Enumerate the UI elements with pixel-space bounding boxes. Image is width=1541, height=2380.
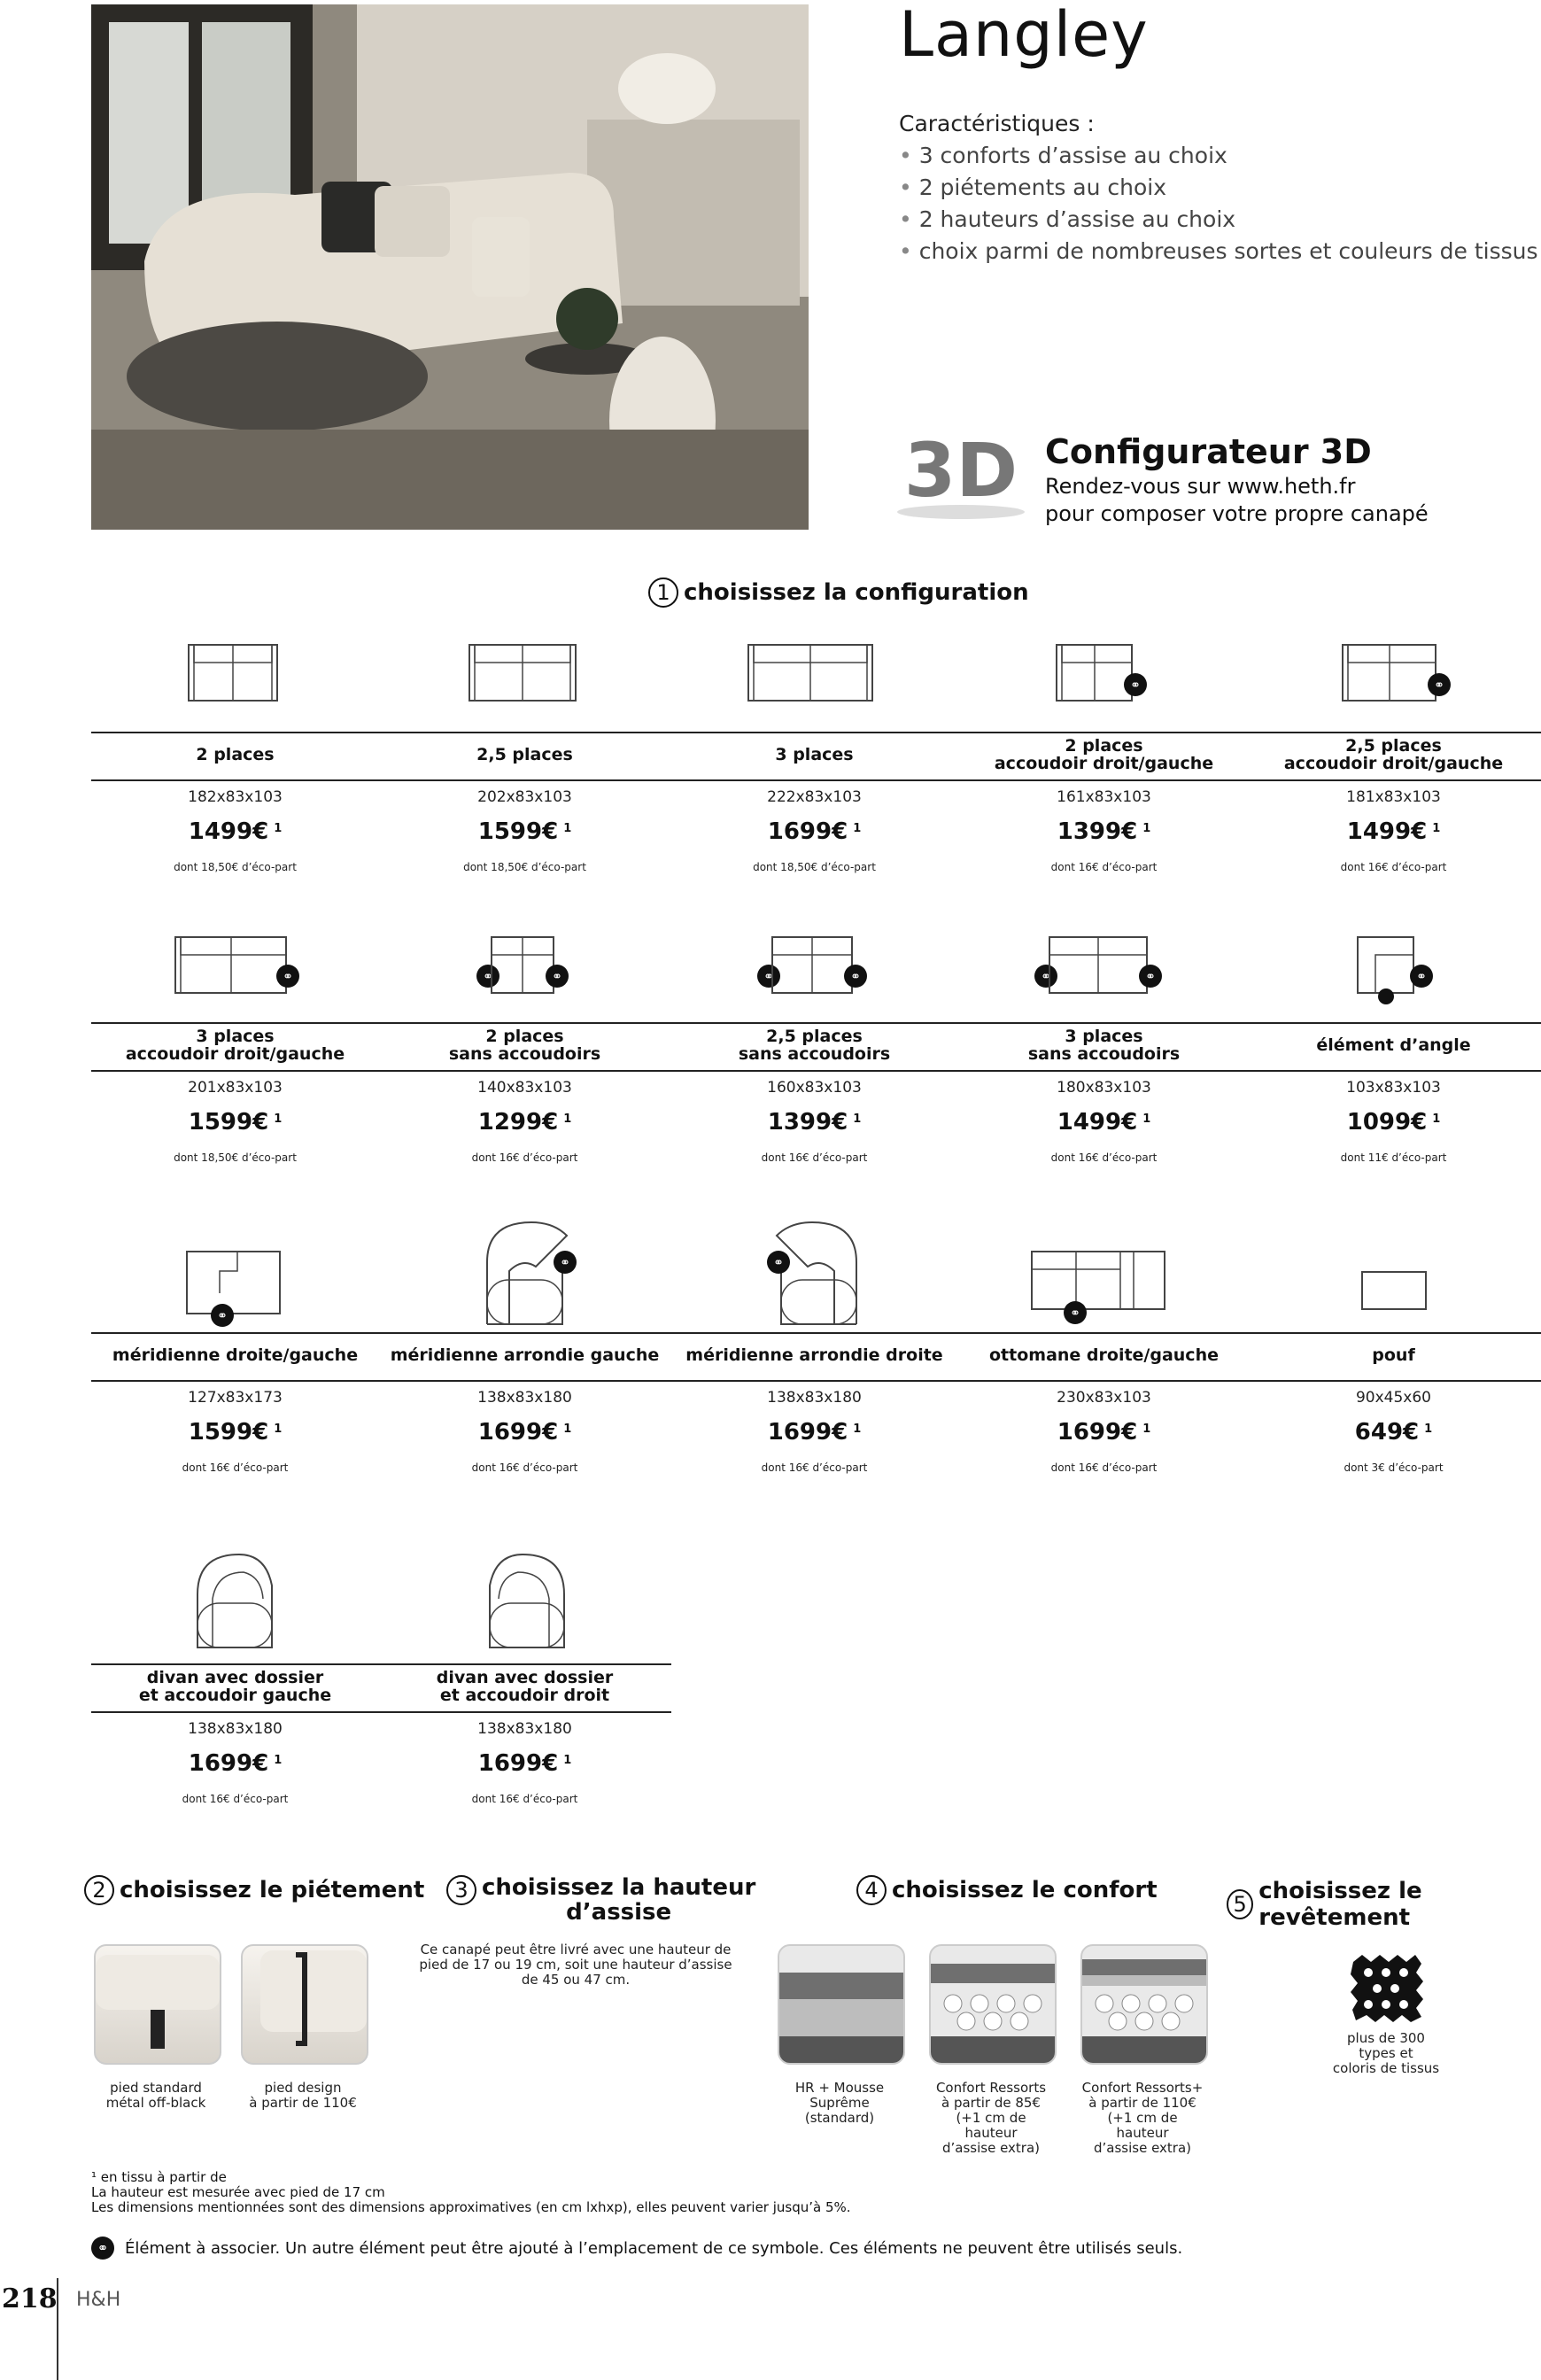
diagram-meridienne-arrondie-gauche: [483, 1218, 580, 1329]
diagram-3-places-accoudoir: [173, 934, 306, 1001]
leg-design-image[interactable]: [241, 1944, 368, 2065]
item-name: 2,5 places: [476, 745, 573, 764]
item-eco-part: dont 16€ d’éco-part: [1050, 1151, 1158, 1164]
config-row-1: [91, 717, 1541, 895]
item-eco-part: dont 16€ d’éco-part: [1050, 861, 1158, 873]
diagram-pouf: [1359, 1269, 1430, 1314]
product-title: Langley: [899, 0, 1149, 71]
item-dimensions: 90x45x60: [1355, 1389, 1432, 1407]
item-eco-part: dont 11€ d’éco-part: [1340, 1151, 1447, 1164]
item-dimensions: 140x83x103: [477, 1079, 572, 1097]
item-eco-part: dont 16€ d’éco-part: [471, 1793, 578, 1805]
item-dimensions: 180x83x103: [1057, 1079, 1151, 1097]
step-label: choisissez le revêtement: [1258, 1878, 1422, 1931]
item-name: 3 places: [775, 745, 854, 764]
item-name: ottomane droite/gauche: [989, 1345, 1219, 1365]
footnote-1: ¹ en tissu à partir de: [91, 2169, 227, 2185]
diagram-2-places-accoudoir: [1054, 642, 1151, 709]
living-room-illustration: [91, 4, 809, 530]
item-price: 1699€ $^1$: [767, 818, 862, 845]
config-item[interactable]: [1250, 1026, 1537, 1164]
item-price: 1699€ $^1$: [1057, 1419, 1151, 1446]
item-name: 2,5 places accoudoir droit/gauche: [1283, 736, 1504, 773]
diagram-3-places-sans-accoudoirs: [1032, 934, 1165, 1001]
comfort-ressorts-plus-caption: Confort Ressorts+ à partir de 110€ (+1 cm de hauteur d’assise extra): [1081, 2080, 1204, 2156]
badge-3d: 3D: [903, 427, 1018, 514]
fabric-caption: plus de 300 types et coloris de tissus: [1332, 2030, 1440, 2076]
configurator-line-2: pour composer votre propre canapé: [1045, 501, 1429, 526]
comfort-hr-mousse-image[interactable]: [778, 1944, 905, 2065]
item-eco-part: dont 16€ d’éco-part: [182, 1461, 289, 1474]
diagram-ottomane: [1029, 1249, 1171, 1329]
config-item[interactable]: [960, 1026, 1248, 1164]
legend: [91, 2237, 1182, 2260]
step-label: choisissez la hauteur: [482, 1874, 756, 1901]
item-eco-part: dont 18,50€ d’éco-part: [753, 861, 876, 873]
config-item[interactable]: [381, 735, 669, 873]
footnotes: [91, 2170, 851, 2215]
config-item[interactable]: [960, 1336, 1248, 1474]
features-heading: Caractéristiques :: [899, 111, 1095, 136]
item-dimensions: 182x83x103: [188, 788, 283, 806]
comfort-ressorts-plus-image[interactable]: [1080, 1944, 1208, 2065]
diagram-element-angle: [1355, 934, 1435, 1005]
item-price: 1699€ $^1$: [477, 1750, 572, 1777]
item-price: 649€ $^1$: [1354, 1419, 1433, 1446]
leg-standard-image[interactable]: [94, 1944, 221, 2065]
item-eco-part: dont 16€ d’éco-part: [471, 1461, 578, 1474]
item-eco-part: dont 16€ d’éco-part: [182, 1793, 289, 1805]
diagram-3-places: [746, 642, 877, 704]
config-row-4: [91, 1649, 671, 1826]
item-name: élément d’angle: [1316, 1035, 1471, 1055]
item-price: 1699€ $^1$: [767, 1419, 862, 1446]
item-price: 1599€ $^1$: [188, 1419, 283, 1446]
row-rule-top: [91, 1663, 671, 1665]
item-name: pouf: [1372, 1345, 1415, 1365]
item-dimensions: 230x83x103: [1057, 1389, 1151, 1407]
svg-text:⚭: ⚭: [1130, 678, 1141, 693]
config-item[interactable]: [91, 1026, 379, 1164]
svg-text:⚭: ⚭: [773, 1256, 784, 1270]
item-eco-part: dont 16€ d’éco-part: [761, 1151, 868, 1164]
item-name: méridienne arrondie droite: [685, 1345, 943, 1365]
item-dimensions: 181x83x103: [1346, 788, 1441, 806]
step-number: 3: [446, 1875, 476, 1905]
item-price: 1599€ $^1$: [477, 818, 572, 845]
config-item[interactable]: [1250, 735, 1537, 873]
config-item[interactable]: [91, 1667, 379, 1805]
svg-text:⚭: ⚭: [283, 970, 293, 984]
item-eco-part: dont 16€ d’éco-part: [471, 1151, 578, 1164]
configurator-line-1: Rendez-vous sur www.heth.fr: [1045, 474, 1356, 499]
svg-text:⚭: ⚭: [1041, 970, 1051, 984]
config-item[interactable]: [1250, 1336, 1537, 1474]
svg-text:⚭: ⚭: [483, 970, 493, 984]
item-name: méridienne droite/gauche: [112, 1345, 359, 1365]
config-item[interactable]: [670, 1336, 958, 1474]
item-eco-part: dont 18,50€ d’éco-part: [174, 1151, 297, 1164]
item-name: 2 places: [196, 745, 275, 764]
item-dimensions: 161x83x103: [1057, 788, 1151, 806]
item-eco-part: dont 16€ d’éco-part: [1050, 1461, 1158, 1474]
config-item[interactable]: [960, 735, 1248, 873]
item-dimensions: 127x83x173: [188, 1389, 283, 1407]
config-row-2: [91, 1008, 1541, 1185]
item-eco-part: dont 18,50€ d’éco-part: [463, 861, 586, 873]
row-rule-top: [91, 1332, 1541, 1334]
comfort-hr-mousse-caption: HR + Mousse Suprême (standard): [794, 2080, 885, 2126]
configurator-text: [1045, 432, 1429, 528]
diagram-2-places-sans-accoudoirs: [474, 934, 571, 1001]
item-dimensions: 201x83x103: [188, 1079, 283, 1097]
item-price: 1599€ $^1$: [188, 1109, 283, 1136]
configurator-title: Configurateur 3D: [1045, 432, 1372, 471]
svg-text:⚭: ⚭: [217, 1309, 228, 1323]
step-label: choisissez le confort: [892, 1877, 1158, 1903]
item-price: 1499€ $^1$: [1346, 818, 1441, 845]
item-name: 2 places sans accoudoirs: [448, 1027, 601, 1064]
height-description: Ce canapé peut être livré avec une hauteur de pied de 17 ou 19 cm, soit une hauteur d’assise de 45 ou 47 cm.: [419, 1942, 732, 1988]
config-item[interactable]: [670, 1026, 958, 1164]
config-row-3: [91, 1318, 1541, 1495]
item-price: 1499€ $^1$: [188, 818, 283, 845]
svg-text:⚭: ⚭: [850, 970, 861, 984]
diagram-divan-droit: [483, 1550, 571, 1652]
diagram-meridienne-arrondie-droite: [763, 1218, 861, 1329]
product-photo: [91, 4, 809, 530]
config-item[interactable]: [381, 1336, 669, 1474]
configurator-3d-icon: [890, 425, 1032, 526]
diagram-2-places: [186, 642, 283, 704]
step-5-heading: [1227, 1878, 1541, 1931]
svg-text:⚭: ⚭: [1434, 678, 1444, 693]
comfort-ressorts-caption: Confort Ressorts à partir de 85€ (+1 cm de hauteur d’assise extra): [935, 2080, 1047, 2156]
step-number: 1: [648, 578, 678, 608]
item-price: 1699€ $^1$: [477, 1419, 572, 1446]
footnote-2: La hauteur est mesurée avec pied de 17 cm: [91, 2184, 385, 2200]
step-number: 2: [84, 1875, 114, 1905]
step-2-heading: [84, 1875, 424, 1905]
item-price: 1299€ $^1$: [477, 1109, 572, 1136]
item-name: divan avec dossier et accoudoir droit: [436, 1668, 614, 1705]
footnote-3: Les dimensions mentionnées sont des dimensions approximatives (en cm lxhxp), elles peuvent varier jusqu’à 5%.: [91, 2199, 851, 2215]
item-eco-part: dont 16€ d’éco-part: [1340, 861, 1447, 873]
feature-item: • 3 conforts d’assise au choix: [899, 140, 1538, 172]
item-eco-part: dont 16€ d’éco-part: [761, 1461, 868, 1474]
leg-design-caption: pied design à partir de 110€: [249, 2080, 357, 2111]
item-name: divan avec dossier et accoudoir gauche: [138, 1668, 332, 1705]
fabric-swatch-icon: [1349, 1953, 1425, 2024]
diagram-divan-gauche: [190, 1550, 279, 1652]
page-number: 218: [2, 2283, 58, 2314]
item-dimensions: 202x83x103: [477, 788, 572, 806]
svg-text:⚭: ⚭: [560, 1256, 570, 1270]
item-name: 2 places accoudoir droit/gauche: [994, 736, 1214, 773]
row-rule-top: [91, 732, 1541, 733]
diagram-2-5-places-accoudoir: [1340, 642, 1455, 709]
config-item[interactable]: [381, 1026, 669, 1164]
item-dimensions: 138x83x180: [188, 1720, 283, 1738]
step-4-heading: [856, 1875, 1158, 1905]
step-label: choisissez la configuration: [684, 579, 1029, 606]
diagram-2-5-places-sans-accoudoirs: [755, 934, 870, 1001]
config-item[interactable]: [670, 735, 958, 873]
step-3-heading: [446, 1875, 755, 1925]
item-price: 1099€ $^1$: [1346, 1109, 1441, 1136]
svg-text:⚭: ⚭: [552, 970, 562, 984]
svg-text:⚭: ⚭: [763, 970, 774, 984]
features-block: [899, 108, 1538, 267]
item-eco-part: dont 18,50€ d’éco-part: [174, 861, 297, 873]
step-number: 5: [1227, 1889, 1253, 1919]
brand-name: H&H: [76, 2289, 121, 2311]
item-price: 1699€ $^1$: [188, 1750, 283, 1777]
item-name: 3 places sans accoudoirs: [1027, 1027, 1181, 1064]
step-1-heading: [648, 578, 1029, 608]
svg-text:⚭: ⚭: [1145, 970, 1156, 984]
feature-item: • 2 hauteurs d’assise au choix: [899, 204, 1538, 236]
step-label: choisissez le piétement: [120, 1877, 425, 1903]
config-item[interactable]: [381, 1667, 669, 1805]
item-dimensions: 138x83x180: [767, 1389, 862, 1407]
item-name: méridienne arrondie gauche: [390, 1345, 660, 1365]
item-dimensions: 160x83x103: [767, 1079, 862, 1097]
item-price: 1499€ $^1$: [1057, 1109, 1151, 1136]
feature-item: • 2 piétements au choix: [899, 172, 1538, 204]
item-name: 2,5 places sans accoudoirs: [738, 1027, 891, 1064]
link-element-icon: ⚭: [91, 2237, 114, 2260]
step-label-continued: d’assise: [566, 1899, 672, 1926]
legend-text: Élément à associer. Un autre élément peut être ajouté à l’emplacement de ce symbole. Ces éléments ne peuvent être utilisés seuls.: [125, 2238, 1183, 2258]
item-price: 1399€ $^1$: [1057, 818, 1151, 845]
item-dimensions: 103x83x103: [1346, 1079, 1441, 1097]
config-item[interactable]: [91, 1336, 379, 1474]
diagram-meridienne: [184, 1249, 286, 1329]
item-eco-part: dont 3€ d’éco-part: [1344, 1461, 1444, 1474]
comfort-ressorts-image[interactable]: [929, 1944, 1057, 2065]
diagram-2-5-places: [467, 642, 582, 704]
item-dimensions: 138x83x180: [477, 1389, 572, 1407]
svg-text:⚭: ⚭: [1416, 970, 1427, 984]
feature-item: • choix parmi de nombreuses sortes et couleurs de tissus: [899, 236, 1538, 267]
row-rule-top: [91, 1022, 1541, 1024]
step-number: 4: [856, 1875, 887, 1905]
item-dimensions: 138x83x180: [477, 1720, 572, 1738]
item-name: 3 places accoudoir droit/gauche: [125, 1027, 345, 1064]
config-item[interactable]: [91, 735, 379, 873]
svg-text:⚭: ⚭: [1070, 1306, 1080, 1321]
leg-standard-caption: pied standard métal off-black: [105, 2080, 206, 2111]
item-dimensions: 222x83x103: [767, 788, 862, 806]
features-list: [899, 140, 1538, 267]
item-price: 1399€ $^1$: [767, 1109, 862, 1136]
